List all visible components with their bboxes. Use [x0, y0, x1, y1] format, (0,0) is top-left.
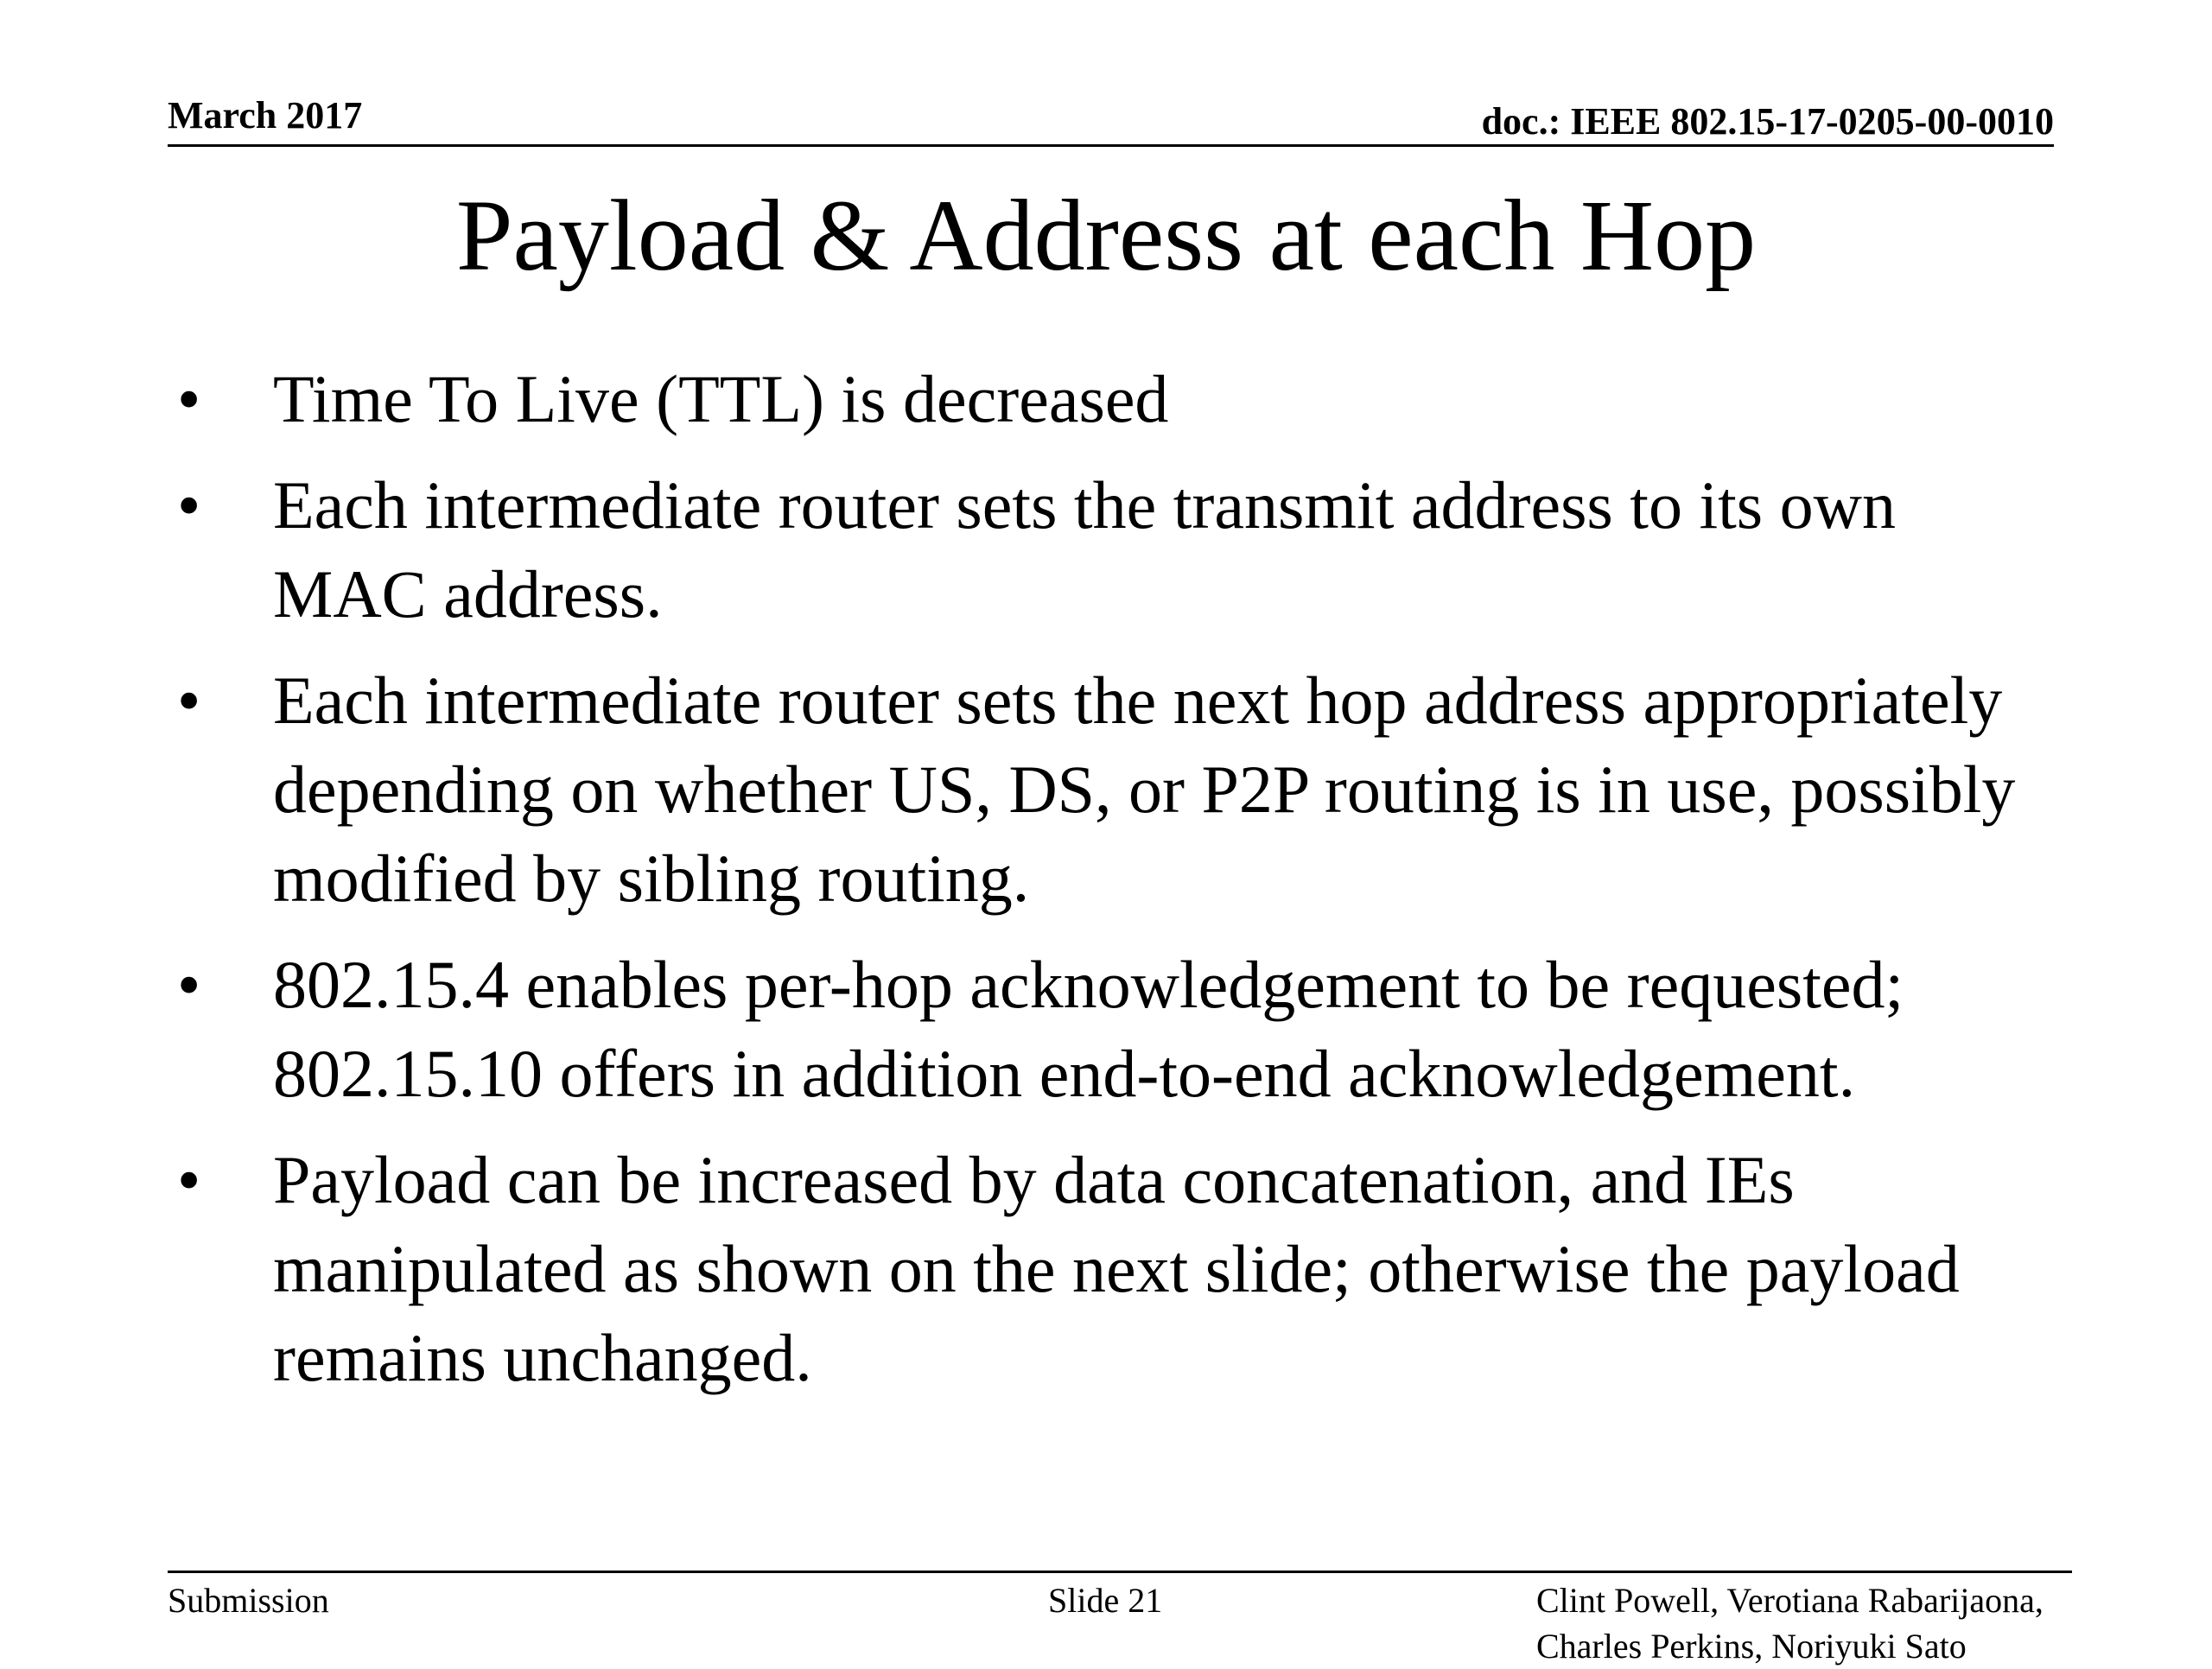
bullet-dot-icon: •	[177, 663, 201, 738]
header-divider	[168, 144, 2054, 147]
bullet-dot-icon: •	[177, 1142, 201, 1217]
bullet-text: Each intermediate router sets the transmit address to its own MAC address.	[273, 467, 1896, 631]
slide-title: Payload & Address at each Hop	[455, 179, 1757, 292]
footer-slide-number: Slide 21	[1048, 1581, 1163, 1620]
bullet-dot-icon: •	[177, 467, 201, 543]
bullet-list	[177, 354, 2035, 1419]
footer-authors	[1536, 1577, 2044, 1669]
bullet-dot-icon: •	[177, 947, 201, 1022]
bullet-item	[177, 656, 2035, 923]
bullet-item	[177, 460, 2035, 638]
bullet-text: 802.15.4 enables per-hop acknowledgement to be requested; 802.15.10 offers in addition end-to-end acknowledgement.	[273, 947, 1904, 1111]
footer-submission: Submission	[168, 1581, 329, 1620]
bullet-text: Payload can be increased by data concatenation, and IEs manipulated as shown on the next slide; otherwise the payload remains unchanged.	[273, 1142, 1960, 1395]
footer-authors-line-1: Clint Powell, Verotiana Rabarijaona,	[1536, 1581, 2044, 1620]
bullet-text: Time To Live (TTL) is decreased	[273, 361, 1169, 436]
bullet-item	[177, 354, 2035, 443]
bullet-dot-icon: •	[177, 361, 201, 436]
footer-divider	[168, 1571, 2072, 1573]
bullet-item	[177, 940, 2035, 1118]
bullet-item	[177, 1135, 2035, 1402]
header-date: March 2017	[168, 94, 363, 136]
bullet-text: Each intermediate router sets the next hop address appropriately depending on whether US, DS, or P2P routing is in use, possibly modified by sibling routing.	[273, 663, 2016, 916]
footer-authors-line-2: Charles Perkins, Noriyuki Sato	[1536, 1627, 1967, 1666]
header-doc-id: doc.: IEEE 802.15-17-0205-00-0010	[1481, 100, 2054, 143]
